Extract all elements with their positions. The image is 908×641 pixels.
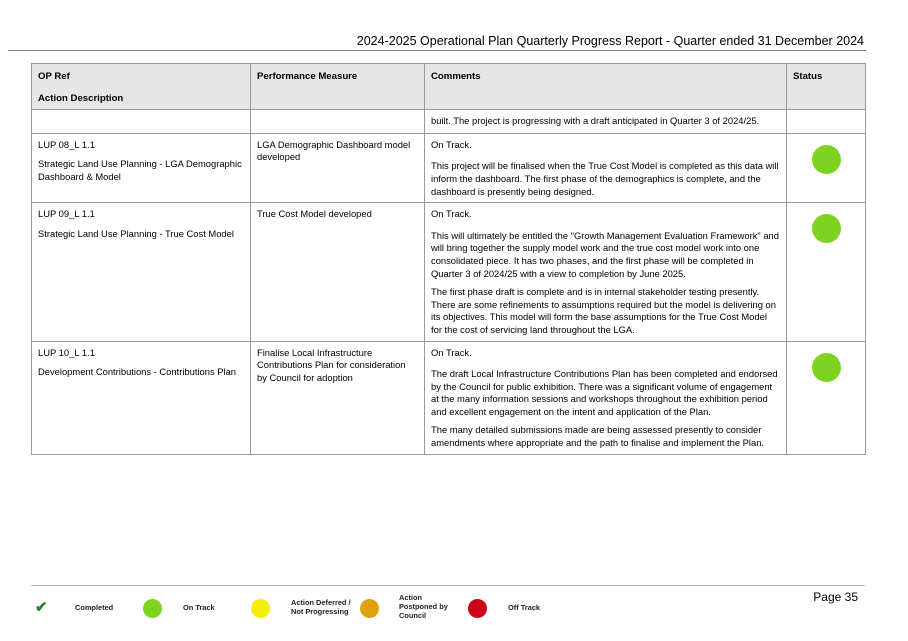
orange-circle-icon — [360, 599, 379, 618]
header-divider — [8, 50, 866, 51]
legend-on-track-label: On Track — [183, 603, 215, 612]
legend-completed-label: Completed — [75, 603, 114, 612]
green-circle-icon — [143, 599, 162, 618]
table-row-continued — [32, 110, 866, 134]
table-header-row — [32, 64, 866, 110]
legend-deferred-label: Action Deferred / Not Progressing — [291, 598, 351, 616]
on-track-status-icon — [812, 353, 841, 382]
cell-comments — [425, 341, 787, 454]
cell-action — [32, 341, 251, 454]
cell-measure: Finalise Local Infrastructure Contributions Plan for consideration by Council for adoption — [251, 341, 425, 454]
comment-paragraph: On Track. — [431, 346, 472, 358]
status-legend — [31, 592, 591, 626]
cell-continued-action — [32, 110, 251, 134]
cell-measure: True Cost Model developed — [251, 203, 425, 341]
legend-off-track-label: Off Track — [508, 603, 541, 612]
on-track-status-icon — [812, 214, 841, 243]
cell-comments — [425, 203, 787, 341]
table-row — [32, 203, 866, 341]
yellow-circle-icon — [251, 599, 270, 618]
report-title: 2024-2025 Operational Plan Quarterly Progress Report - Quarter ended 31 December 2024 — [356, 34, 864, 48]
cell-status — [787, 203, 866, 341]
comment-paragraph: On Track. — [431, 138, 472, 150]
action-description: Development Contributions - Contributions Plan — [38, 366, 237, 378]
cell-measure: LGA Demographic Dashboard model developed — [251, 133, 425, 202]
cell-action — [32, 133, 251, 202]
action-description: Strategic Land Use Planning - True Cost Model — [38, 227, 234, 239]
comment-paragraph: The many detailed submissions made are being assessed presently to consider amendments where appropriate and the path to finalise and implement the Plan. — [431, 424, 765, 449]
cell-comments — [425, 133, 787, 202]
column-header-status: Status — [787, 64, 866, 110]
op-ref: LUP 10_L 1.1 — [38, 346, 95, 358]
op-ref-header-label: OP Ref — [38, 71, 70, 82]
continued-comment-text: built. The project is progressing with a draft anticipated in Quarter 3 of 2024/25. — [431, 115, 760, 127]
table-row — [32, 133, 866, 202]
action-description: Strategic Land Use Planning - LGA Demographic Dashboard & Model — [38, 158, 242, 182]
op-ref: LUP 09_L 1.1 — [38, 208, 95, 220]
op-ref: LUP 08_L 1.1 — [38, 138, 95, 150]
cell-status — [787, 133, 866, 202]
footer-divider — [31, 585, 865, 586]
table-row — [32, 341, 866, 454]
comment-paragraph: This project will be finalised when the True Cost Model is completed as this data will inform the dashboard. The first phase of the demographics is complete, and the dashboard is presently being designed. — [431, 160, 779, 197]
progress-table — [31, 63, 866, 455]
legend-postponed-label: Action Postponed by Council — [399, 593, 448, 620]
checkmark-icon: ✔ — [35, 599, 48, 616]
cell-status — [787, 341, 866, 454]
comment-paragraph: This will ultimately be entitled the "Growth Management Evaluation Framework" and will bring together the supply model work and the true cost model work into one consolidated piece. It has two phases, and the first phase will be completed in Quarter 3 of 2024/25 with a view to completion by June 2025. — [431, 229, 779, 279]
comment-paragraph: The first phase draft is complete and is in internal stakeholder testing presently. There are some refinements to assumptions required but the model is delivering on its objectives. This model will form the base assumptions for the True Cost Model for the cost of servicing land throughout the LGA. — [431, 286, 776, 335]
column-header-comments: Comments — [425, 64, 787, 110]
page-number: Page 35 — [813, 590, 858, 604]
red-circle-icon — [468, 599, 487, 618]
cell-continued-status — [787, 110, 866, 134]
action-description-header-label: Action Description — [38, 92, 124, 104]
comment-paragraph: The draft Local Infrastructure Contributions Plan has been completed and endorsed by the Council for public exhibition. There was a significant volume of engagement at the many information sessions and workshops throughout the exhibition period and excellent engagement on the intent and application of the Plan. — [431, 368, 778, 417]
cell-continued-measure — [251, 110, 425, 134]
column-header-performance-measure: Performance Measure — [251, 64, 425, 110]
comment-paragraph: On Track. — [431, 208, 472, 220]
cell-action — [32, 203, 251, 341]
cell-continued-comment — [425, 110, 787, 134]
column-header-op-ref — [32, 64, 251, 110]
on-track-status-icon — [812, 145, 841, 174]
